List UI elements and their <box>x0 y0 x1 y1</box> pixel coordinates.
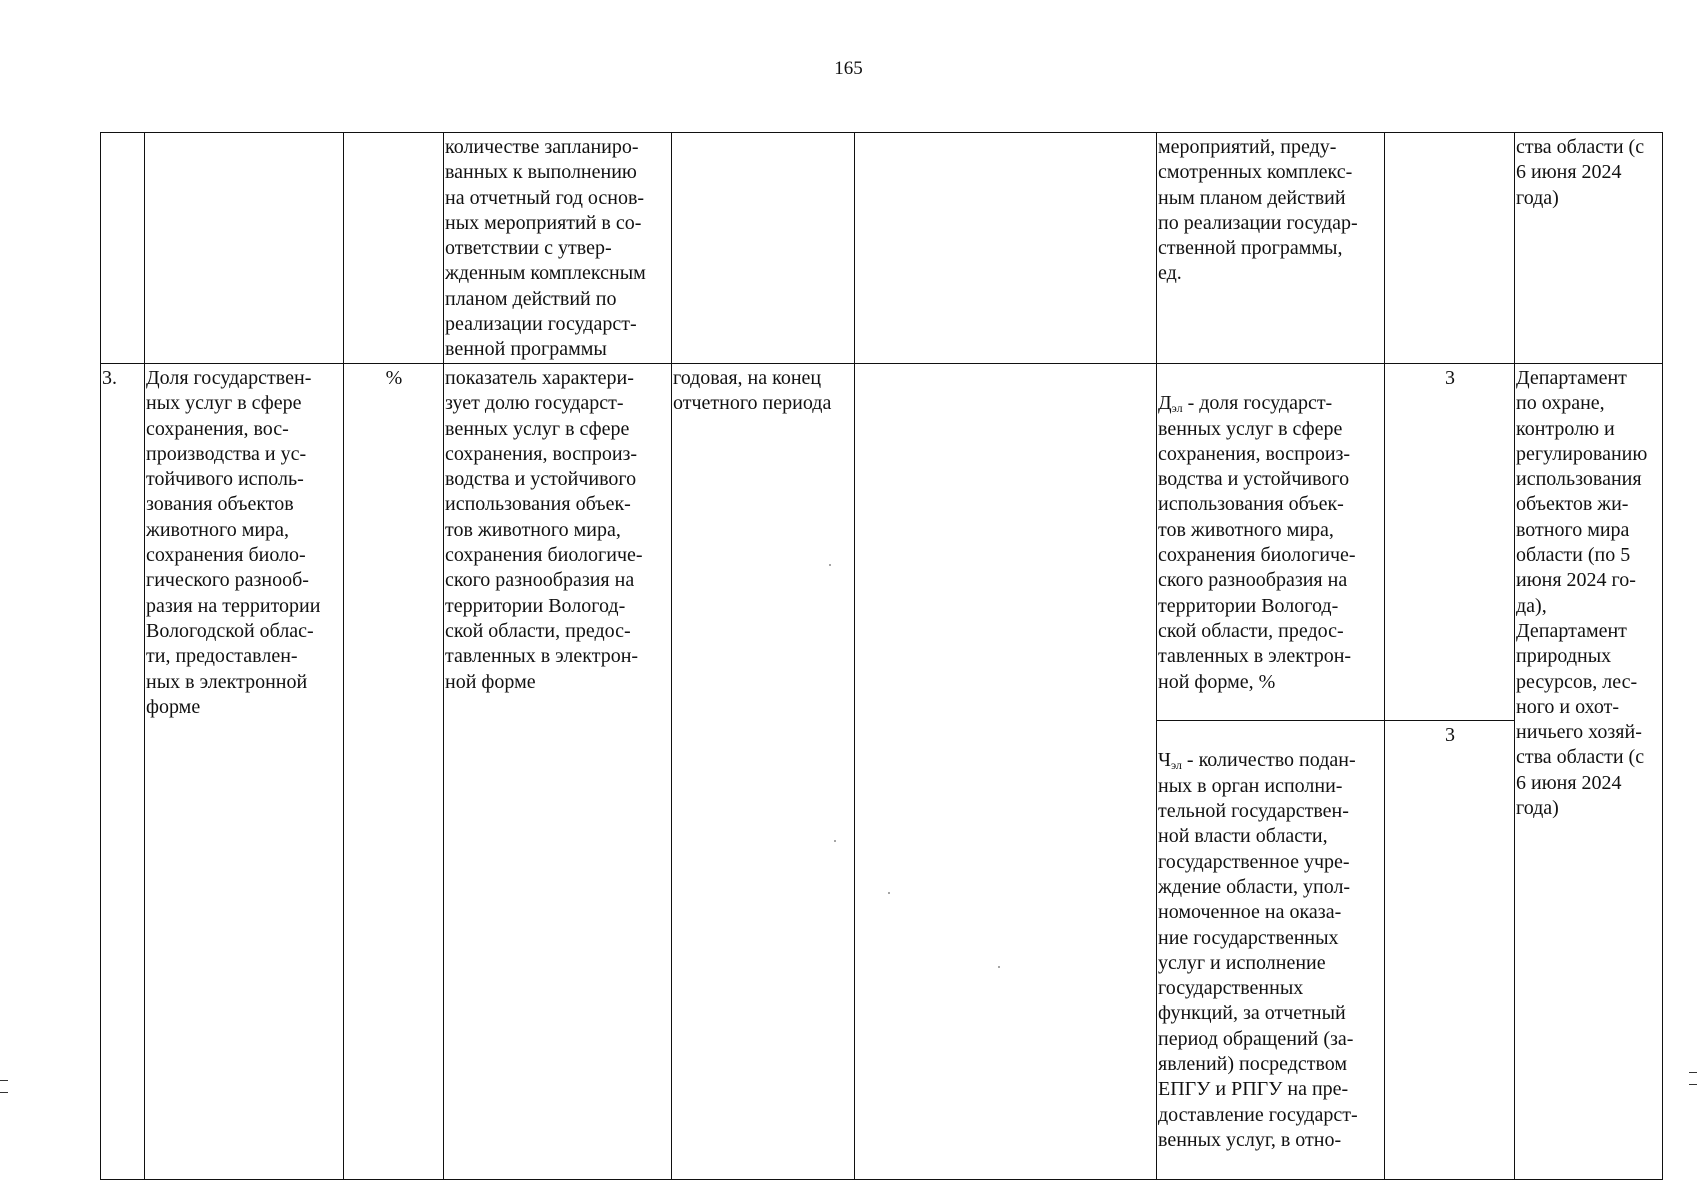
text-line: водства и устойчивого <box>445 468 637 491</box>
scan-edge-mark <box>0 1092 8 1093</box>
text-line: производства и ус- <box>146 442 307 465</box>
description-cell <box>444 133 672 364</box>
text-line: сохранения, воспроиз- <box>445 442 638 465</box>
text-line: области (по 5 <box>1516 544 1631 567</box>
text-line: Департамент <box>1516 367 1627 389</box>
text-line: 6 июня 2024 <box>1516 161 1622 184</box>
indicator-name <box>145 364 344 1180</box>
text-line: тов животного мира, <box>1158 518 1334 541</box>
text-line: ской области, предос- <box>445 619 631 642</box>
scan-edge-mark <box>0 1080 8 1081</box>
responsible-body <box>1515 364 1663 1180</box>
variable-ch-el: $Ч_{эл}$ - количество подан- ных в орган исполни- тельной государствен- ной власти области, государственное учре- ждение области, упол- номоченное на оказа- ние государственных услуг и исполнение государственных функций, за отчетный период обращений (за- явлений) посредством ЕПГУ и РПГУ на пре- доставление государст- венных услуг, в отно- <box>1157 721 1385 1179</box>
text-line: годовая, на конец <box>673 367 822 389</box>
text-line: ванных к выполнению <box>445 161 637 184</box>
text-line: венной программы <box>445 338 607 361</box>
text-line: сохранения биологиче- <box>1158 544 1356 567</box>
text-line: вотного мира <box>1516 518 1630 541</box>
continuation-row <box>101 133 1663 364</box>
text-line: жденным комплексным <box>445 262 646 285</box>
scan-speck <box>829 564 831 566</box>
indicator-row-3 <box>101 364 1663 721</box>
text-line: контролю и <box>1516 417 1615 440</box>
text-line: 6 июня 2024 <box>1516 771 1622 794</box>
text-line: услуг и исполнение <box>1158 951 1326 974</box>
text-line: водства и устойчивого <box>1158 468 1350 491</box>
text-line: явлений) посредством <box>1158 1053 1348 1076</box>
text-line: сохранения, воспроиз- <box>1158 442 1351 465</box>
formula-cell <box>855 133 1157 364</box>
text-line: ние государственных <box>1158 926 1339 949</box>
text-line: тавленных в электрон- <box>1158 645 1352 668</box>
text-line: ных в электронной <box>146 670 308 693</box>
formula <box>855 364 1157 1180</box>
text-line: Доля государствен- <box>146 367 312 389</box>
text-line: ных в орган исполни- <box>1158 774 1343 797</box>
periodicity-cell <box>672 133 855 364</box>
indicator-name-cell <box>145 133 344 364</box>
text-line: венных услуг, в отно- <box>1158 1128 1342 1151</box>
variable-cell <box>1157 133 1385 364</box>
scan-speck <box>998 966 1000 968</box>
text-line: смотренных комплекс- <box>1158 161 1353 184</box>
text-line: функций, за отчетный <box>1158 1002 1346 1025</box>
scan-speck <box>888 892 890 894</box>
text-line: венных услуг в сфере <box>445 417 630 440</box>
text-line: ной форме <box>445 670 536 693</box>
text-line: мероприятий, преду- <box>1158 136 1337 158</box>
text-line: венных услуг в сфере <box>1158 417 1343 440</box>
text-line: года) <box>1516 186 1559 209</box>
text-line: ти, предоставлен- <box>146 645 298 668</box>
text-line: ответствии с утвер- <box>445 237 612 260</box>
text-line: период обращений (за- <box>1158 1027 1354 1050</box>
text-line: ного и охот- <box>1516 695 1619 718</box>
text-line: да), <box>1516 594 1547 617</box>
periodicity <box>672 364 855 1180</box>
text-line: июня 2024 го- <box>1516 569 1636 592</box>
text-line: гического разнооб- <box>146 569 309 592</box>
text-line: ным планом действий <box>1158 186 1346 209</box>
text-line: территории Вологод- <box>1158 594 1339 617</box>
text-line: тельной государствен- <box>1158 800 1349 823</box>
text-line: ных мероприятий в со- <box>445 211 642 234</box>
text-line: показатель характери- <box>445 367 634 389</box>
text-line: использования объек- <box>1158 493 1344 516</box>
scan-edge-mark <box>1689 1072 1697 1073</box>
unit-cell <box>344 133 444 364</box>
unit: % <box>344 364 444 1180</box>
text-line: государственное учре- <box>1158 850 1350 873</box>
text-line: зует долю государст- <box>445 392 624 415</box>
text-line: ничьего хозяй- <box>1516 721 1642 744</box>
text-line: по реализации государ- <box>1158 211 1358 234</box>
text-line: тойчивого исполь- <box>146 468 304 491</box>
variable-d-el: $Д_{эл}$ - доля государст- венных услуг в сфере сохранения, воспроиз- водства и устойчивого использования объек- тов животного мира, сохранения биологиче- ского разнообразия на территории Вологод- ской области, предос- тавленных в электрон- ной форме, % <box>1157 364 1385 721</box>
text-line: года) <box>1516 797 1559 820</box>
text-line: сохранения биологиче- <box>445 544 643 567</box>
text-line: сохранения, вос- <box>146 417 289 440</box>
indicator-table <box>100 132 1663 1180</box>
responsible-cell <box>1515 133 1663 364</box>
text-line: ственной программы, <box>1158 237 1343 260</box>
text-line: ЕПГУ и РПГУ на пре- <box>1158 1078 1349 1101</box>
text-line: планом действий по <box>445 287 617 310</box>
text-line: форме <box>146 695 201 718</box>
text-line: ского разнообразия на <box>1158 569 1348 592</box>
text-line: зования объектов <box>146 493 294 516</box>
text-line: природных <box>1516 645 1612 668</box>
scan-edge-mark <box>1689 1084 1697 1085</box>
text-line: тов животного мира, <box>445 518 621 541</box>
text-line: территории Вологод- <box>445 594 626 617</box>
row-number: 3. <box>101 364 145 1180</box>
scan-speck <box>834 840 836 842</box>
text-line: государственных <box>1158 977 1304 1000</box>
text-line: номоченное на оказа- <box>1158 901 1342 924</box>
text-line: сохранения биоло- <box>146 544 306 567</box>
text-line: Вологодской облас- <box>146 619 314 642</box>
text-line: на отчетный год основ- <box>445 186 645 209</box>
text-line: доставление государст- <box>1158 1103 1358 1126</box>
text-line: тавленных в электрон- <box>445 645 639 668</box>
text-line: Департамент <box>1516 619 1627 642</box>
source-value: 3 <box>1385 364 1515 721</box>
text-line: ской области, предос- <box>1158 619 1344 642</box>
text-line: ед. <box>1158 262 1182 285</box>
text-line: использования <box>1516 468 1642 491</box>
text-line: ресурсов, лес- <box>1516 670 1638 693</box>
source-value: 3 <box>1385 721 1515 1179</box>
text-line: ства области (с <box>1516 136 1645 158</box>
indicator-description <box>444 364 672 1180</box>
number-cell <box>101 133 145 364</box>
text-line: ского разнообразия на <box>445 569 635 592</box>
text-line: отчетного периода <box>673 392 832 415</box>
text-line: объектов жи- <box>1516 493 1629 516</box>
text-line: ной форме, % <box>1158 670 1276 693</box>
text-line: ждение области, упол- <box>1158 875 1351 898</box>
text-line: разия на территории <box>146 594 321 617</box>
text-line: по охране, <box>1516 392 1605 415</box>
variable-symbol: Ч <box>1158 749 1171 772</box>
text-line: регулированию <box>1516 442 1648 465</box>
text-line: животного мира, <box>146 518 289 541</box>
source-cell <box>1385 133 1515 364</box>
text-line: ства области (с <box>1516 746 1645 769</box>
page-number: 165 <box>834 58 863 79</box>
text-line: использования объек- <box>445 493 631 516</box>
text-line: ных услуг в сфере <box>146 392 302 415</box>
text-line: ной власти области, <box>1158 825 1328 848</box>
text-line: количестве запланиро- <box>445 136 639 158</box>
text-line: реализации государст- <box>445 313 637 336</box>
variable-symbol: Д <box>1158 392 1172 415</box>
